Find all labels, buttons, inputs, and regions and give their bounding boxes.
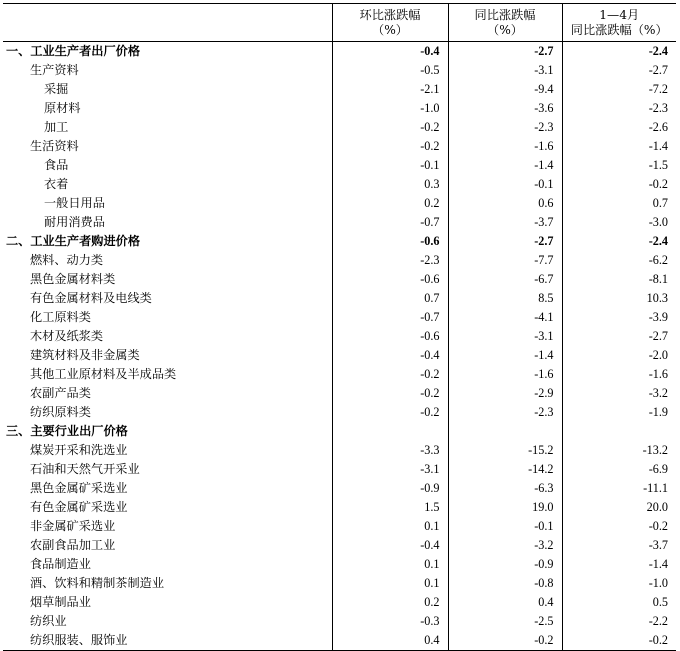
mom-value: -0.4: [332, 346, 448, 365]
mom-value: 0.7: [332, 289, 448, 308]
row-label: 耐用消费品: [44, 215, 105, 229]
row-label: 食品: [44, 158, 69, 172]
table-row: [3, 327, 676, 346]
table-row: [3, 61, 676, 80]
header-yoy: [448, 4, 562, 42]
section-row: [3, 422, 676, 441]
section-row: [3, 232, 676, 251]
table-row: [3, 555, 676, 574]
table-row: [3, 156, 676, 175]
ytd-value: -2.0: [562, 346, 676, 365]
table-row: [3, 308, 676, 327]
yoy-value: -14.2: [448, 460, 562, 479]
row-label: 黑色金属矿采选业: [30, 481, 128, 495]
yoy-value: -1.4: [448, 346, 562, 365]
row-label: 加工: [44, 120, 69, 134]
ytd-value: -1.4: [562, 555, 676, 574]
row-label: 原材料: [44, 101, 81, 115]
header-yoy-line2: （%）: [487, 22, 523, 37]
ytd-value: -0.2: [562, 175, 676, 194]
table-row: [3, 365, 676, 384]
header-ytd-line2: 同比涨跌幅（%）: [570, 22, 668, 37]
row-label: 煤炭开采和洗选业: [30, 443, 128, 457]
row-label: 采掘: [44, 82, 69, 96]
ytd-value: 0.5: [562, 593, 676, 612]
ytd-value: -3.7: [562, 536, 676, 555]
row-label: 建筑材料及非金属类: [30, 348, 140, 362]
mom-value: -0.7: [332, 213, 448, 232]
header-mom-line1: 环比涨跌幅: [359, 7, 421, 22]
ytd-value: -2.4: [562, 232, 676, 251]
ytd-value: -3.0: [562, 213, 676, 232]
ytd-value: -2.4: [562, 42, 676, 62]
ytd-value: -8.1: [562, 270, 676, 289]
yoy-value: -3.2: [448, 536, 562, 555]
mom-value: -3.1: [332, 460, 448, 479]
yoy-value: -0.2: [448, 631, 562, 651]
yoy-value: -3.1: [448, 327, 562, 346]
yoy-value: -2.5: [448, 612, 562, 631]
table-row: [3, 517, 676, 536]
row-label: 生产资料: [30, 63, 79, 77]
mom-value: 0.2: [332, 194, 448, 213]
mom-value: -0.2: [332, 384, 448, 403]
mom-value: -0.3: [332, 612, 448, 631]
table-row: [3, 441, 676, 460]
table-row: [3, 270, 676, 289]
yoy-value: [448, 422, 562, 441]
table-row: [3, 213, 676, 232]
mom-value: -0.1: [332, 156, 448, 175]
yoy-value: -7.7: [448, 251, 562, 270]
yoy-value: -2.3: [448, 403, 562, 422]
ytd-value: -6.2: [562, 251, 676, 270]
header-category: [3, 4, 332, 42]
ytd-value: -3.2: [562, 384, 676, 403]
yoy-value: -3.7: [448, 213, 562, 232]
mom-value: -1.0: [332, 99, 448, 118]
mom-value: 0.3: [332, 175, 448, 194]
ytd-value: -3.9: [562, 308, 676, 327]
mom-value: -2.3: [332, 251, 448, 270]
yoy-value: -3.1: [448, 61, 562, 80]
mom-value: -0.5: [332, 61, 448, 80]
row-label: 有色金属矿采选业: [30, 500, 128, 514]
table-row: [3, 631, 676, 651]
yoy-value: 0.6: [448, 194, 562, 213]
mom-value: -0.7: [332, 308, 448, 327]
row-label: 石油和天然气开采业: [30, 462, 140, 476]
mom-value: -0.2: [332, 403, 448, 422]
ytd-value: -1.4: [562, 137, 676, 156]
yoy-value: -2.3: [448, 118, 562, 137]
table-row: [3, 118, 676, 137]
mom-value: -0.2: [332, 137, 448, 156]
table-row: [3, 498, 676, 517]
table-row: [3, 460, 676, 479]
header-ytd: [562, 4, 676, 42]
yoy-value: -0.8: [448, 574, 562, 593]
yoy-value: 0.4: [448, 593, 562, 612]
ytd-value: -0.2: [562, 631, 676, 651]
yoy-value: -1.6: [448, 137, 562, 156]
row-label: 烟草制品业: [30, 595, 91, 609]
yoy-value: -0.1: [448, 175, 562, 194]
row-label: 衣着: [44, 177, 69, 191]
yoy-value: -2.9: [448, 384, 562, 403]
yoy-value: 19.0: [448, 498, 562, 517]
ytd-value: -2.7: [562, 61, 676, 80]
ytd-value: 0.7: [562, 194, 676, 213]
row-label: 纺织原料类: [30, 405, 91, 419]
row-label: 燃料、动力类: [30, 253, 104, 267]
table-row: [3, 612, 676, 631]
mom-value: -3.3: [332, 441, 448, 460]
yoy-value: -15.2: [448, 441, 562, 460]
ytd-value: 10.3: [562, 289, 676, 308]
header-ytd-line1: 1—4月: [599, 7, 640, 22]
table-row: [3, 593, 676, 612]
ytd-value: -1.5: [562, 156, 676, 175]
ytd-value: -1.9: [562, 403, 676, 422]
ytd-value: -11.1: [562, 479, 676, 498]
ytd-value: -2.3: [562, 99, 676, 118]
row-label: 农副产品类: [30, 386, 91, 400]
ytd-value: -13.2: [562, 441, 676, 460]
mom-value: -0.9: [332, 479, 448, 498]
row-label: 一、工业生产者出厂价格: [6, 44, 141, 58]
mom-value: 1.5: [332, 498, 448, 517]
ytd-value: -1.6: [562, 365, 676, 384]
yoy-value: -2.7: [448, 42, 562, 62]
mom-value: -0.2: [332, 118, 448, 137]
table-header: [3, 4, 676, 42]
price-index-table-container: [3, 3, 676, 651]
header-mom: [332, 4, 448, 42]
ytd-value: [562, 422, 676, 441]
mom-value: -0.2: [332, 365, 448, 384]
table-row: [3, 137, 676, 156]
row-label: 其他工业原材料及半成品类: [30, 367, 177, 381]
row-label: 二、工业生产者购进价格: [6, 234, 141, 248]
mom-value: 0.1: [332, 574, 448, 593]
mom-value: 0.1: [332, 555, 448, 574]
ytd-value: -7.2: [562, 80, 676, 99]
yoy-value: -0.9: [448, 555, 562, 574]
table-body: [3, 42, 676, 651]
mom-value: -0.4: [332, 42, 448, 62]
row-label: 纺织服装、服饰业: [3, 631, 332, 651]
ytd-value: -2.6: [562, 118, 676, 137]
ytd-value: -2.2: [562, 612, 676, 631]
row-label: 一般日用品: [44, 196, 105, 210]
table-row: [3, 384, 676, 403]
yoy-value: -2.7: [448, 232, 562, 251]
table-row: [3, 175, 676, 194]
section-row: [3, 42, 676, 62]
mom-value: -0.4: [332, 536, 448, 555]
yoy-value: -0.1: [448, 517, 562, 536]
yoy-value: -6.7: [448, 270, 562, 289]
table-row: [3, 194, 676, 213]
yoy-value: -3.6: [448, 99, 562, 118]
ytd-value: 20.0: [562, 498, 676, 517]
row-label: 非金属矿采选业: [30, 519, 116, 533]
mom-value: -0.6: [332, 327, 448, 346]
mom-value: -0.6: [332, 232, 448, 251]
yoy-value: 8.5: [448, 289, 562, 308]
table-row: [3, 346, 676, 365]
table-row: [3, 289, 676, 308]
mom-value: -2.1: [332, 80, 448, 99]
ytd-value: -1.0: [562, 574, 676, 593]
table-row: [3, 536, 676, 555]
mom-value: [332, 422, 448, 441]
row-label: 农副食品加工业: [30, 538, 116, 552]
row-label: 黑色金属材料类: [30, 272, 116, 286]
table-row: [3, 403, 676, 422]
row-label: 纺织业: [30, 614, 67, 628]
table-row: [3, 80, 676, 99]
row-label: 食品制造业: [30, 557, 91, 571]
table-row: [3, 99, 676, 118]
row-label: 三、主要行业出厂价格: [6, 424, 128, 438]
mom-value: 0.2: [332, 593, 448, 612]
mom-value: -0.6: [332, 270, 448, 289]
table-row: [3, 251, 676, 270]
mom-value: 0.1: [332, 517, 448, 536]
header-mom-line2: （%）: [372, 22, 408, 37]
yoy-value: -4.1: [448, 308, 562, 327]
table-row: [3, 574, 676, 593]
row-label: 生活资料: [30, 139, 79, 153]
row-label: 有色金属材料及电线类: [30, 291, 152, 305]
ytd-value: -0.2: [562, 517, 676, 536]
ytd-value: -2.7: [562, 327, 676, 346]
price-index-table: [3, 3, 676, 651]
yoy-value: -6.3: [448, 479, 562, 498]
row-label: 木材及纸浆类: [30, 329, 104, 343]
row-label: 化工原料类: [30, 310, 91, 324]
yoy-value: -9.4: [448, 80, 562, 99]
yoy-value: -1.6: [448, 365, 562, 384]
ytd-value: -6.9: [562, 460, 676, 479]
mom-value: 0.4: [332, 631, 448, 651]
table-row: [3, 479, 676, 498]
row-label: 酒、饮料和精制茶制造业: [30, 576, 165, 590]
yoy-value: -1.4: [448, 156, 562, 175]
header-yoy-line1: 同比涨跌幅: [474, 7, 536, 22]
